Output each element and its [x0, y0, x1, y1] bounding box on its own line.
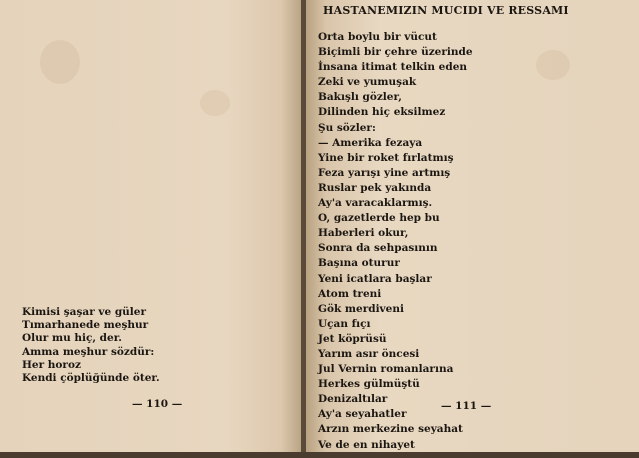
verse-line: Yeni icatlara başlar: [318, 272, 432, 285]
verse-line: Dilinden hiç eksilmez: [318, 106, 446, 119]
paper-stain: [40, 40, 80, 84]
verse-line: Kimisi şaşar ve güler: [22, 306, 147, 318]
verse-line: Herkes gülmüştü: [318, 378, 420, 391]
verse-line: Başına oturur: [318, 257, 400, 270]
verse-line: Haberleri okur,: [318, 227, 409, 240]
page-number-left: — 110 —: [132, 398, 183, 410]
verse-line: Her horoz: [22, 358, 81, 371]
verse-line: Orta boylu bir vücut: [318, 31, 437, 43]
page-number-right: — 111 —: [441, 400, 492, 412]
verse-line: Ve de en nihayet: [318, 438, 415, 451]
verse-line: Jet köprüsü: [318, 332, 387, 345]
running-head: HASTANEMIZIN MUCIDI VE RESSAMI: [323, 4, 569, 17]
paper-stain: [536, 50, 570, 80]
verse-line: Jul Vernin romanlarına: [318, 363, 454, 376]
verse-line: Zeki ve yumuşak: [318, 76, 417, 89]
verse-line: Kendi çöplüğünde öter.: [22, 372, 160, 385]
verse-line: Sonra da sehpasının: [318, 242, 438, 255]
verse-line: Şu sözler:: [318, 121, 376, 134]
verse-line: Ruslar pek yakında: [318, 181, 432, 194]
verse-line: Uçan fıçı: [318, 317, 371, 330]
verse-line: Yarım asır öncesi: [318, 347, 420, 360]
verse-line: Olur mu hiç, der.: [22, 332, 122, 345]
verse-line: Ay'a seyahatler: [318, 408, 407, 421]
verse-line: O, gazetlerde hep bu: [318, 212, 440, 225]
verse-line: Denizaltılar: [318, 393, 388, 406]
verse-line: Amma meşhur sözdür:: [22, 345, 155, 358]
verse-line: Gök merdiveni: [318, 302, 404, 315]
verse-line: — Amerika fezaya: [318, 136, 423, 149]
verse-line: Yine bir roket fırlatmış: [318, 151, 454, 164]
verse-line: Arzın merkezine seyahat: [318, 423, 463, 436]
verse-line: Biçimli bir çehre üzerinde: [318, 46, 473, 59]
verse-line: Atom treni: [318, 287, 382, 300]
page-bottom-edge: [0, 452, 639, 458]
verse-line: Ay'a varacaklarmış.: [318, 197, 433, 210]
verse-line: Tımarhanede meşhur: [22, 319, 149, 332]
paper-stain: [200, 90, 230, 116]
right-page-verse: [318, 30, 473, 453]
verse-line: Feza yarışı yine artmış: [318, 166, 451, 179]
verse-line: İnsana itimat telkin eden: [318, 61, 468, 74]
left-page-verse: [22, 306, 160, 385]
verse-line: Bakışlı gözler,: [318, 91, 402, 104]
